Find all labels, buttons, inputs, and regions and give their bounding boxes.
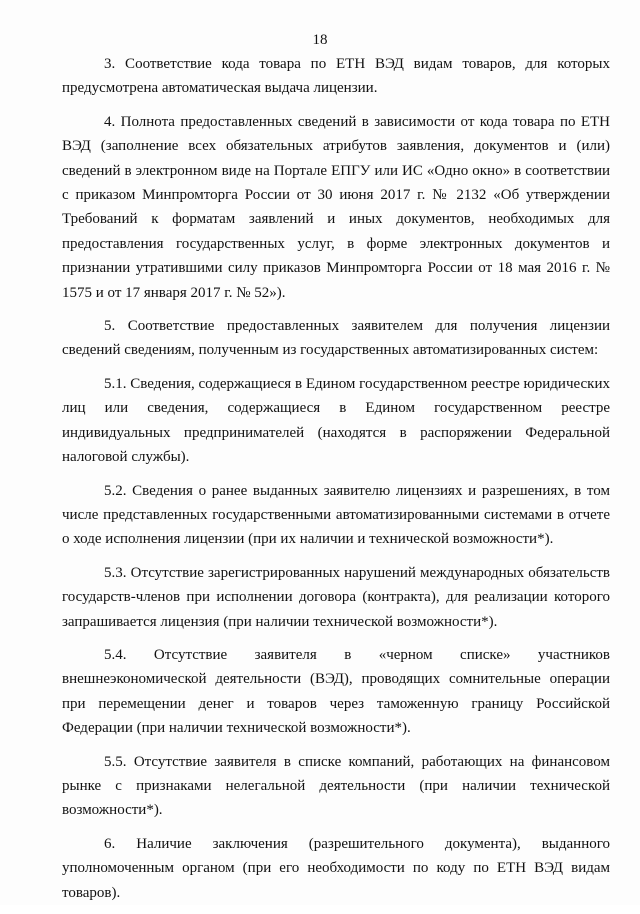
paragraph-5-4: 5.4. Отсутствие заявителя в «черном списке» участников внешнеэкономической деятельности (ВЭД), проводящих сомнительные операции при перемещении денег и товаров через таможенную границу Российской Федерации (при наличии технической возможности*).	[62, 646, 610, 737]
paragraph-5-3: 5.3. Отсутствие зарегистрированных нарушений международных обязательств государств-членов при исполнении договора (контракта), для реализации которого запрашивается лицензия (при наличии технической возможности*).	[62, 564, 610, 630]
paragraph-5: 5. Соответствие предоставленных заявителем для получения лицензии сведений сведениям, полученным из государственных автоматизированных систем:	[62, 318, 610, 359]
document-body	[62, 52, 610, 914]
paragraph-5-1: 5.1. Сведения, содержащиеся в Едином государственном реестре юридических лиц или сведения, содержащиеся в Едином государственном реестре индивидуальных предпринимателей (находятся в распоряжении Федеральной налоговой службы).	[62, 375, 610, 466]
paragraph-6: 6. Наличие заключения (разрешительного документа), выданного уполномоченным органом (при его необходимости по коду по ЕТН ВЭД видам товаров).	[62, 835, 610, 901]
paragraph-3: 3. Соответствие кода товара по ЕТН ВЭД видам товаров, для которых предусмотрена автоматическая выдача лицензии.	[62, 56, 610, 97]
paragraph-5-5: 5.5. Отсутствие заявителя в списке компаний, работающих на финансовом рынке с признаками нелегальной деятельности (при наличии технической возможности*).	[62, 753, 610, 819]
paragraph-4: 4. Полнота предоставленных сведений в зависимости от кода товара по ЕТН ВЭД (заполнение всех обязательных атрибутов заявления, документов и (или) сведений в электронном виде на Портале ЕПГУ или ИС «Одно окно» в соответствии с приказом Минпромторга России от 30 июня 2017 г. № 2132 «Об утверждении Требований к форматам заявлений и иных документов, необходимых для предоставления государственных услуг, в форме электронных документов и признании утратившими силу приказов Минпромторга России от 18 мая 2016 г. № 1575 и от 17 января 2017 г. № 52»).	[62, 113, 610, 301]
paragraph-5-2: 5.2. Сведения о ранее выданных заявителю лицензиях и разрешениях, в том числе представленных государственными автоматизированными системами в отчете о ходе исполнения лицензии (при их наличии и технической возможности*).	[62, 482, 610, 548]
page-number: 18	[312, 32, 328, 48]
